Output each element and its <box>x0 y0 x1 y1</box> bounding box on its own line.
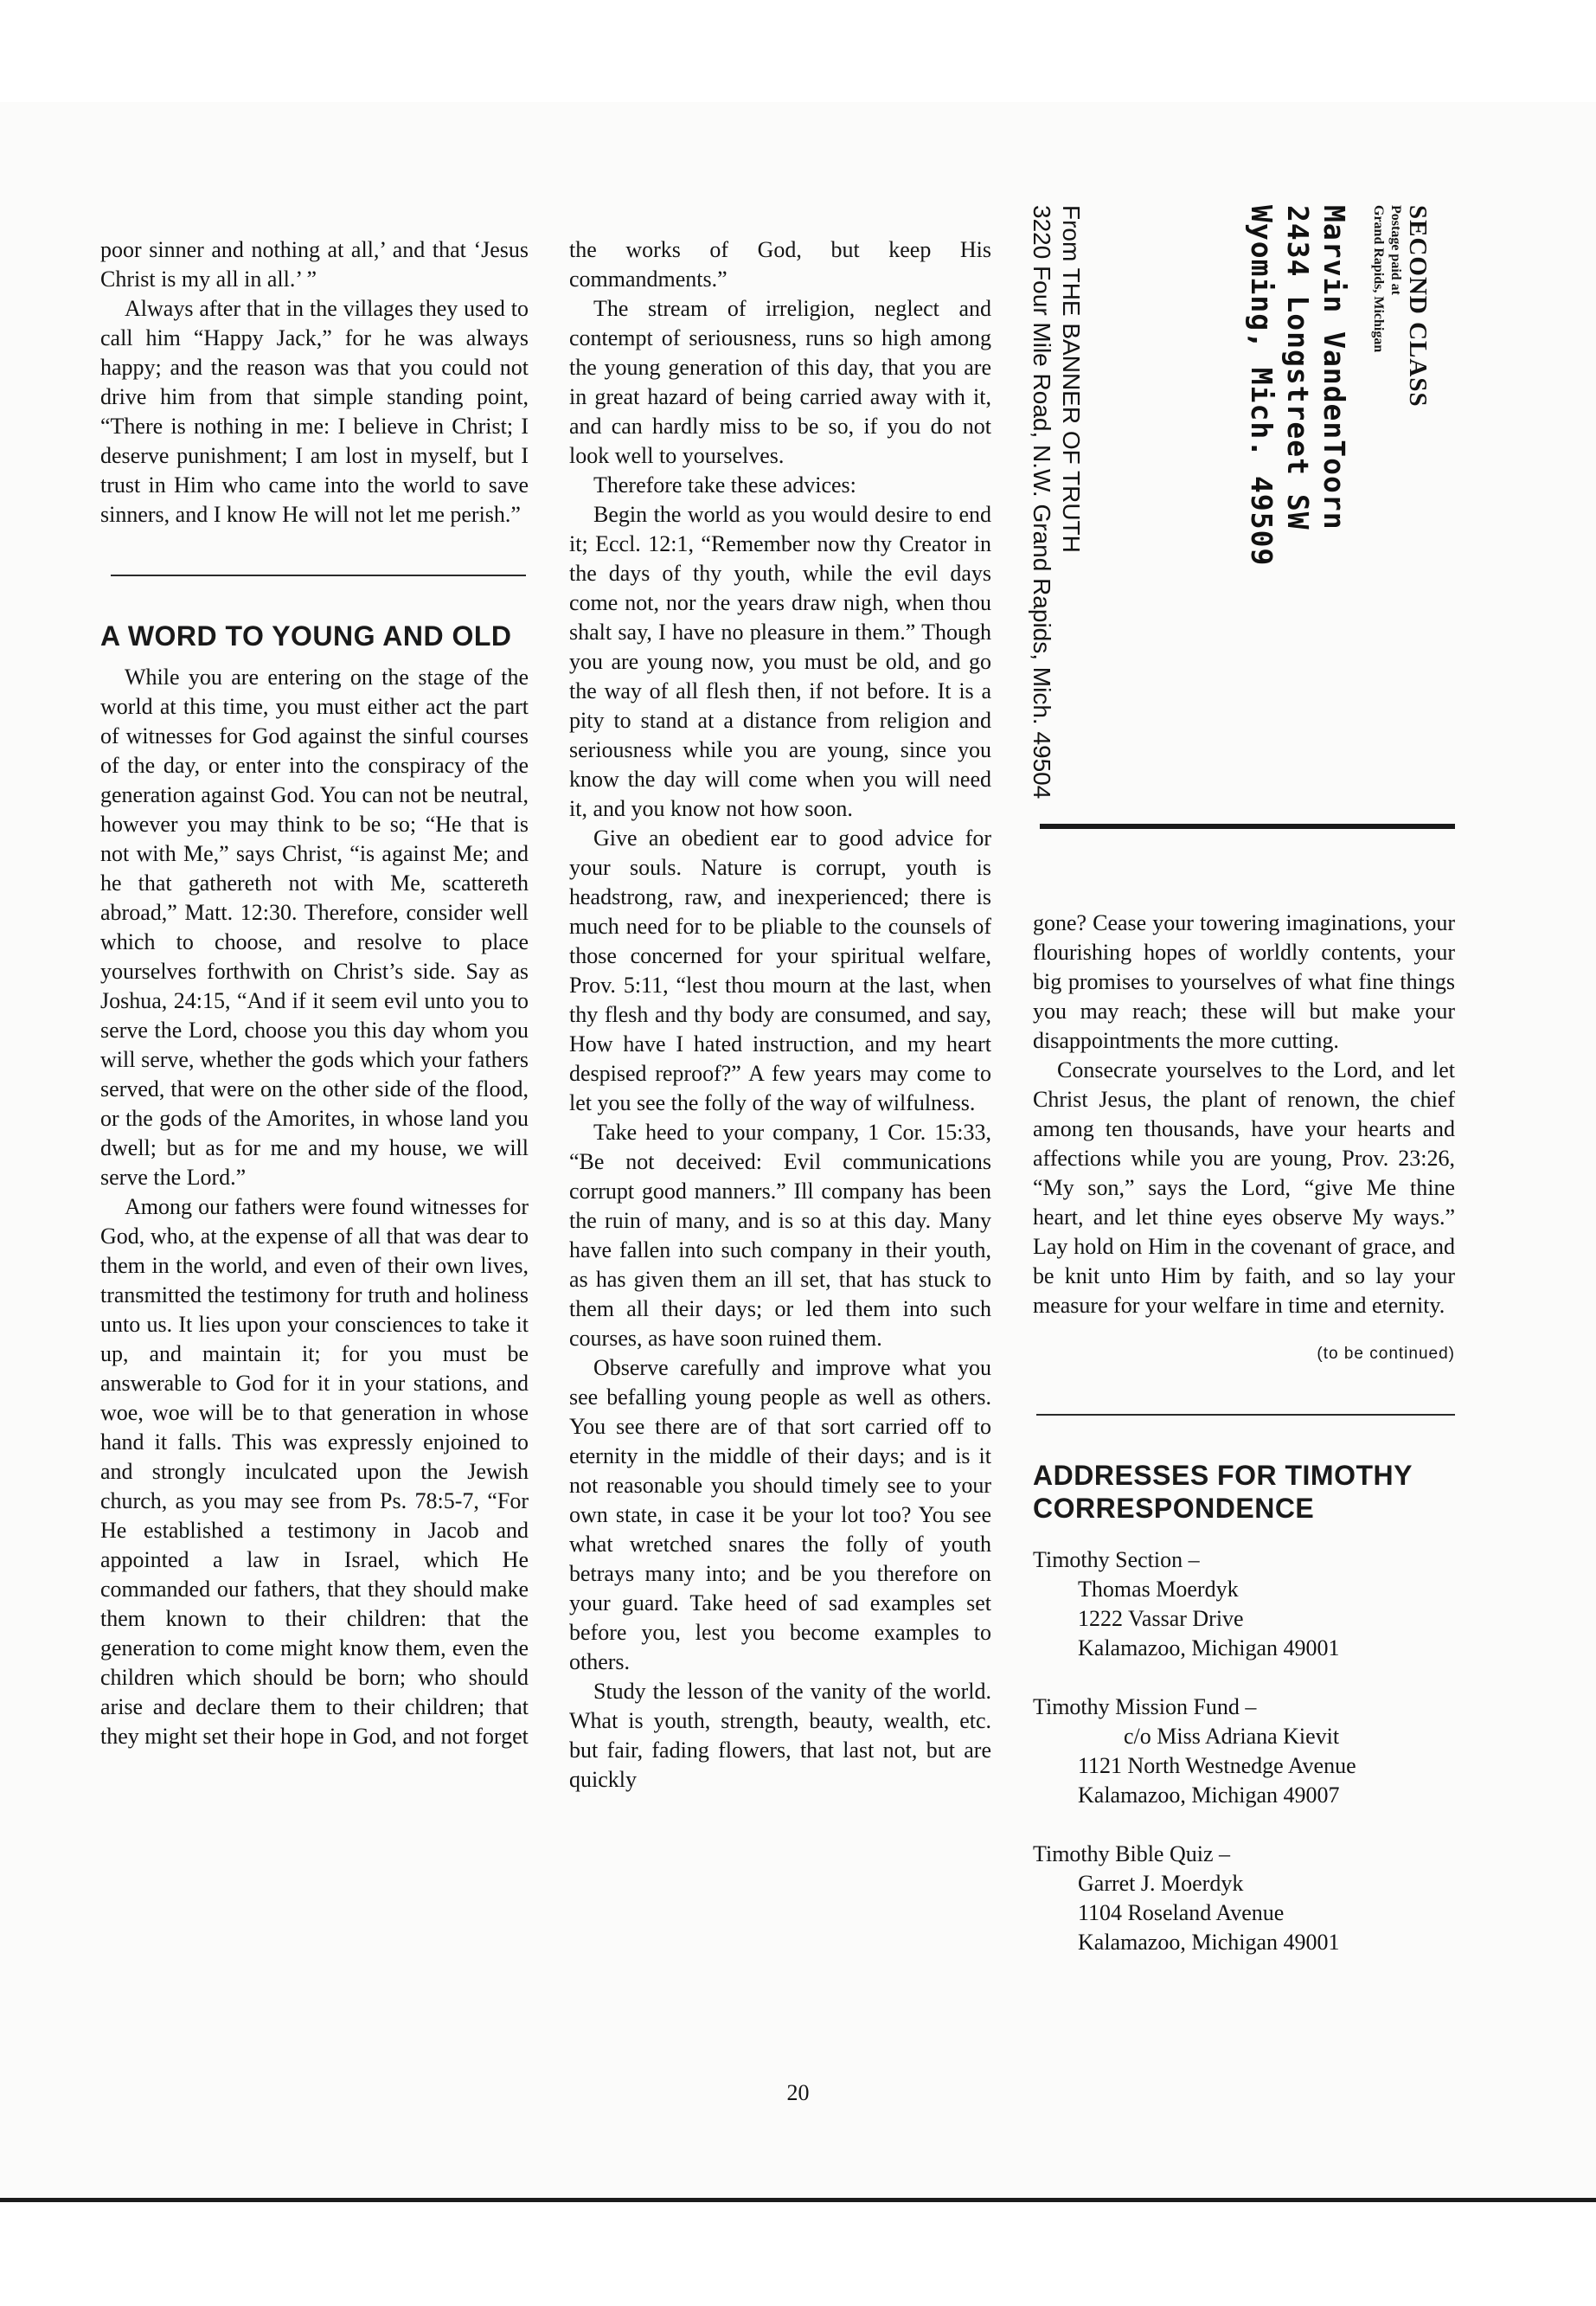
address-line: Kalamazoo, Michigan 49007 <box>1078 1782 1340 1808</box>
column-middle <box>569 235 991 1795</box>
recipient-city: Wyoming, Mich. 49509 <box>1245 205 1279 567</box>
column-left <box>100 235 529 1751</box>
postage-line: Postage paid at <box>1388 205 1403 295</box>
address-line: 1121 North Westnedge Avenue <box>1078 1753 1356 1778</box>
address-line: Thomas Moerdyk <box>1078 1577 1239 1602</box>
address-block-section <box>1033 1545 1455 1663</box>
paragraph: Take heed to your company, 1 Cor. 15:33, “Be not deceived: Evil communications corrupt good manners.” Ill company has been the ruin of many, and is so at this day. Many have fallen into such company in their youth, as has given them an ill set, that has stuck to them all their days; or led them into such courses, as have soon ruined them. <box>569 1120 991 1351</box>
column-right <box>1033 909 1455 1987</box>
recipient-street: 2434 Longstreet SW <box>1281 205 1315 530</box>
mailing-label <box>1243 205 1432 776</box>
address-title: Timothy Mission Fund – <box>1033 1694 1257 1719</box>
scan-top-margin <box>0 0 1596 102</box>
paragraph: Therefore take these advices: <box>593 472 856 498</box>
paragraph: While you are entering on the stage of the world at this time, you must either act the part of witnesses for God against the sinful courses of the day, or enter into the conspiracy of the generation against God. You can not be neutral, however you may think to be so; “He that is not with Me,” says Christ, “is against Me; and he that gathereth not with Me, scattereth abroad,” Matt. 12:30. Therefore, consider well which to choose, and resolve to place yourselves forthwith on Christ’s side. Say as Joshua, 24:15, “And if it seem evil unto you to serve the Lord, choose you this day whom you will serve, whether the gods which your fathers served, that were on the other side of the flood, or the gods of the Amorites, in whose land you dwell; but as for me and my house, we will serve the Lord.” <box>100 665 529 1190</box>
address-block-bible-quiz <box>1033 1840 1455 1957</box>
address-title: Timothy Bible Quiz – <box>1033 1841 1231 1866</box>
address-line: 1222 Vassar Drive <box>1078 1606 1244 1631</box>
paragraph: Give an obedient ear to good advice for your souls. Nature is corrupt, youth is headstrong, raw, and inexperienced; there is much need for to be pliable to the counsels of those concerned for your spiritual welfare, Prov. 5:11, “lest thou mourn at the last, when thy flesh and thy body are consumed, and say, How have I hated instruction, and my heart despised reproof?” A few years may come to let you see the folly of the way of wilfulness. <box>569 825 991 1115</box>
return-address-line-1: From THE BANNER OF TRUTH <box>1058 205 1085 553</box>
address-line: Kalamazoo, Michigan 49001 <box>1078 1635 1340 1660</box>
address-line: 1104 Roseland Avenue <box>1078 1900 1285 1925</box>
second-class-title: SECOND CLASS <box>1404 205 1432 408</box>
paragraph: poor sinner and nothing at all,’ and that ‘Jesus Christ is my all in all.’ ” <box>100 237 529 292</box>
address-care-of: c/o Miss Adriana Kievit <box>1124 1724 1340 1749</box>
scan-bottom-margin <box>0 2198 1596 2306</box>
paragraph: gone? Cease your towering imaginations, your flourishing hopes of worldly contents, your big promises to yourselves of what fine things you may reach; these will but make your disappointments the more cutting. <box>1033 910 1455 1053</box>
address-line: Garret J. Moerdyk <box>1078 1871 1244 1896</box>
postage-location: Grand Rapids, Michigan <box>1371 205 1386 353</box>
page-number: 20 <box>786 2080 810 2105</box>
paragraph: Study the lesson of the vanity of the world. What is youth, strength, beauty, wealth, etc. but fair, fading flowers, that last not, but are quickly <box>569 1679 991 1792</box>
section-divider <box>111 575 526 576</box>
section-divider <box>1036 1414 1455 1416</box>
address-title: Timothy Section – <box>1033 1547 1200 1572</box>
mailing-divider <box>1040 824 1455 829</box>
return-address <box>1027 205 1086 837</box>
paragraph: Always after that in the villages they used to call him “Happy Jack,” for he was always happy; and the reason was that you could not drive him from that simple standing point, “There is nothing in me: I believe in Christ; I deserve punishment; I am lost in myself, but I trust in Him who came into the world to save sinners, and I know He will not let me perish.” <box>100 296 529 527</box>
paragraph: The stream of irreligion, neglect and contempt of seriousness, runs so high among the young generation of this day, that you are in great hazard of being carried away with it, and can hardly miss to be so, if you do not look well to yourselves. <box>569 296 991 468</box>
address-line: Kalamazoo, Michigan 49001 <box>1078 1930 1340 1955</box>
paragraph: Among our fathers were found witnesses for God, who, at the expense of all that was dear to them in the world, and even of their own lives, transmitted the testimony for truth and holiness unto us. It lies upon your consciences to take it up, and maintain it; for you must be answerable to God for it in your stations, and woe, woe will be to that generation in whose hand it falls. This was expressly enjoined to and strongly inculcated upon the Jewish church, as you may see from Ps. 78:5-7, “For He established a testimony in Jacob and appointed a law in Israel, which He commanded our fathers, that they should make them known to their children: that the generation to come might know them, even the children which should be born; who should arise and declare them to their children; that they might set their hope in God, and not forget <box>100 1194 529 1749</box>
paragraph: Begin the world as you would desire to end it; Eccl. 12:1, “Remember now thy Creator in the days of thy youth, while the evil days come not, nor the years draw nigh, when thou shalt say, I have no pleasure in them.” Though you are young now, you must be old, and go the way of all flesh then, if not before. It is a pity to stand at a distance from religion and seriousness while you are young, since you know the day will come when you will need it, and you know not how soon. <box>569 502 991 821</box>
continued-note: (to be continued) <box>1317 1345 1455 1363</box>
paragraph: Consecrate yourselves to the Lord, and let Christ Jesus, the plant of renown, the chief among ten thousands, have your hearts and affections while you are young, Prov. 23:26, “My son,” says the Lord, “give Me thine heart, and let thine eyes observe My ways.” Lay hold on Him in the covenant of grace, and be knit unto Him by faith, and so lay your measure for your welfare in time and eternity. <box>1033 1057 1455 1318</box>
paragraph: the works of God, but keep His commandments.” <box>569 237 991 292</box>
article-heading: A WORD TO YOUNG AND OLD <box>100 620 512 652</box>
addresses-heading: ADDRESSES FOR TIMOTHY CORRESPONDENCE <box>1033 1460 1413 1524</box>
recipient-name: Marvin VandenToorn <box>1317 205 1351 530</box>
paragraph: Observe carefully and improve what you see befalling young people as well as others. You see there are of that sort carried off to eternity in the middle of their days; and is it not reasonable you should timely see to your own state, in case it be your lot too? You see what wretched snares the folly of youth betrays many into; and be you therefore on your guard. Take heed of sad examples set before you, lest you become examples to others. <box>569 1355 991 1674</box>
return-address-line-2: 3220 Four Mile Road, N.W. Grand Rapids, Mich. 49504 <box>1029 205 1055 800</box>
address-block-mission-fund <box>1033 1693 1455 1810</box>
